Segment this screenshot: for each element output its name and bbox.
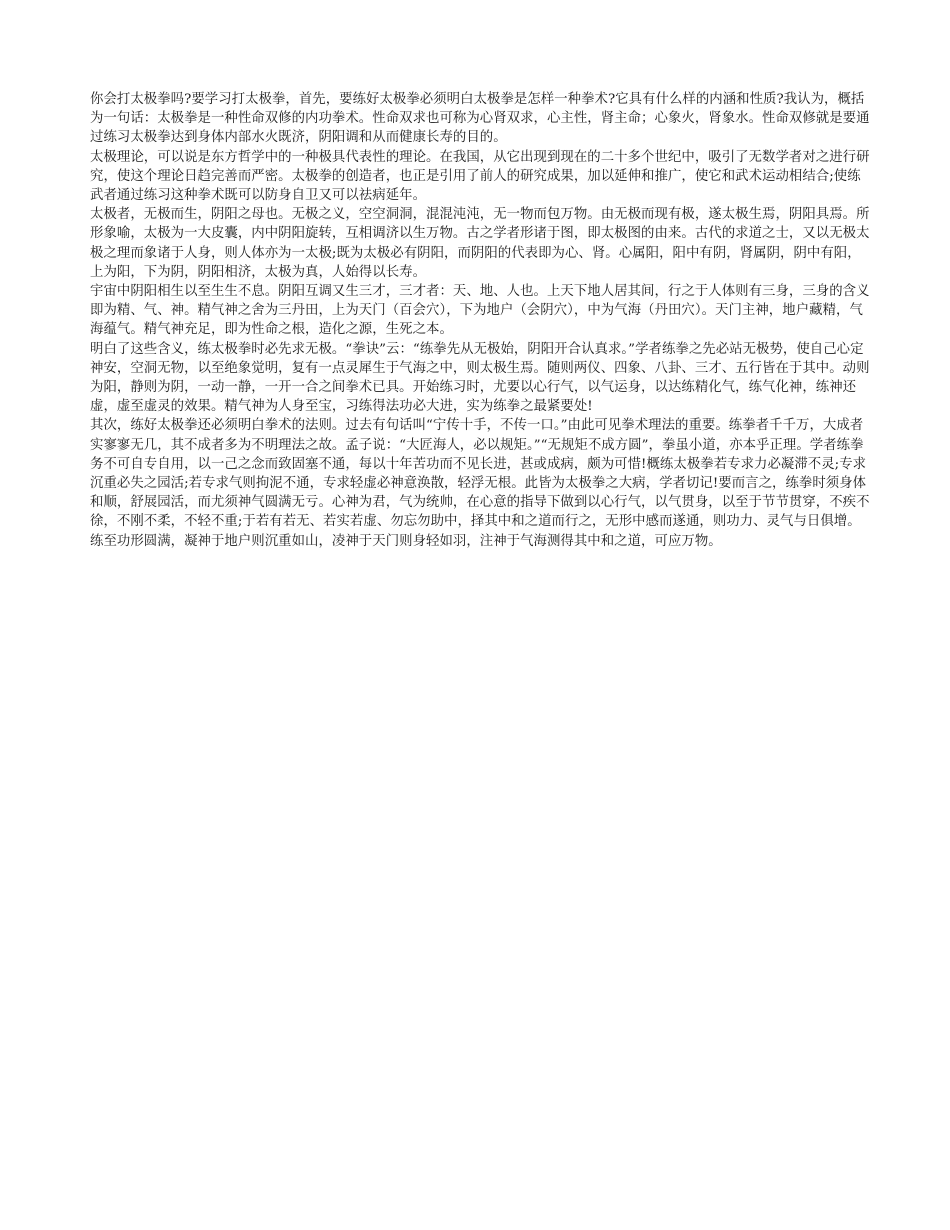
paragraph-practice-wuji: 明白了这些含义，练太极拳时必先求无极。“拳诀”云：“练拳先从无极始，阴阳开合认真求。”学者练拳之先必站无极势，使自己心定神安，空洞无物，以至绝象觉明，复有一点灵犀生于气海之中，则太极生焉。随则两仪、四象、八卦、三才、五行皆在于其中。动则为阳，静则为阴，一动一静，一开一合之间拳术已具。开始练习时，尤要以心行气，以气运身，以达练精化气，练气化神，练神还虚，虚至虚灵的效果。精气神为人身至宝，习练得法功必大进，实为练拳之最紧要处!	[90, 341, 870, 415]
paragraph-three-treasures: 宇宙中阴阳相生以至生生不息。阴阳互调又生三才，三才者：天、地、人也。上天下地人居其间，行之于人体则有三身，三身的含义即为精、气、神。精气神之舍为三丹田，上为天门（百会穴），下为地户（会阴穴），中为气海（丹田穴）。天门主神，地户藏精，气海蕴气。精气神充足，即为性命之根，造化之源，生死之本。	[90, 284, 870, 338]
paragraph-wuji-taiji: 太极者，无极而生，阴阳之母也。无极之义，空空洞洞，混混沌沌，无一物而包万物。由无极而现有极，遂太极生焉，阴阳具焉。所形象喻，太极为一大皮囊，内中阴阳旋转，互相调济以生万物。古之学者形诸于图，即太极图的由来。古代的求道之士，又以无极太极之理而象诸于人身，则人体亦为一太极;既为太极必有阴阳，而阴阳的代表即为心、肾。心属阳，阳中有阴，肾属阴，阴中有阳，上为阳，下为阴，阴阳相济，太极为真，人始得以长寿。	[90, 207, 870, 280]
paragraph-principles: 其次，练好太极拳还必须明白拳术的法则。过去有句话叫“宁传十手，不传一口。”由此可见拳术理法的重要。练拳者千千万，大成者实寥寥无几，其不成者多为不明理法之故。孟子说：“大匠海人，必以规矩。”“无规矩不成方圆”，拳虽小道，亦本乎正理。学者练拳务不可自专自用，以一己之念而致固塞不通，每以十年苦功而不见长进，甚或成病，颇为可惜!概练太极拳若专求力必凝滞不灵;专求沉重必失之园活;若专求气则拘泥不通，专求轻虚必神意涣散，轻浮无根。此皆为太极拳之大病，学者切记!要而言之，练拳时须身体和顺，舒展园活，而尤须神气圆满无亏。心神为君，气为统帅，在心意的指导下做到以心行气，以气贯身，以至于节节贯穿，不疾不徐，不刚不柔，不轻不重;于若有若无、若实若虚、勿忘勿助中，择其中和之道而行之，无形中感而遂通，则功力、灵气与日俱增。练至功形圆满，凝神于地户则沉重如山，凌神于天门则身轻如羽，注神于气海测得其中和之道，可应万物。	[90, 418, 870, 549]
article-body	[90, 90, 870, 551]
paragraph-intro: 你会打太极拳吗?要学习打太极拳，首先，要练好太极拳必须明白太极拳是怎样一种拳术?它具有什么样的内涵和性质?我认为，概括为一句话：太极拳是一种性命双修的内功拳术。性命双求也可称为心肾双求，心主性，肾主命；心象火，肾象水。性命双修就是要通过练习太极拳达到身体内部水火既济，阴阳调和从而健康长寿的目的。	[90, 92, 870, 146]
paragraph-taiji-theory: 太极理论，可以说是东方哲学中的一种极具代表性的理论。在我国，从它出现到现在的二十多个世纪中，吸引了无数学者对之进行研究，使这个理论日趋完善而严密。太极拳的创造者，也正是引用了前人的研究成果，加以延伸和推广，使它和武术运动相结合;使练武者通过练习这种拳术既可以防身自卫又可以祛病延年。	[90, 149, 870, 204]
